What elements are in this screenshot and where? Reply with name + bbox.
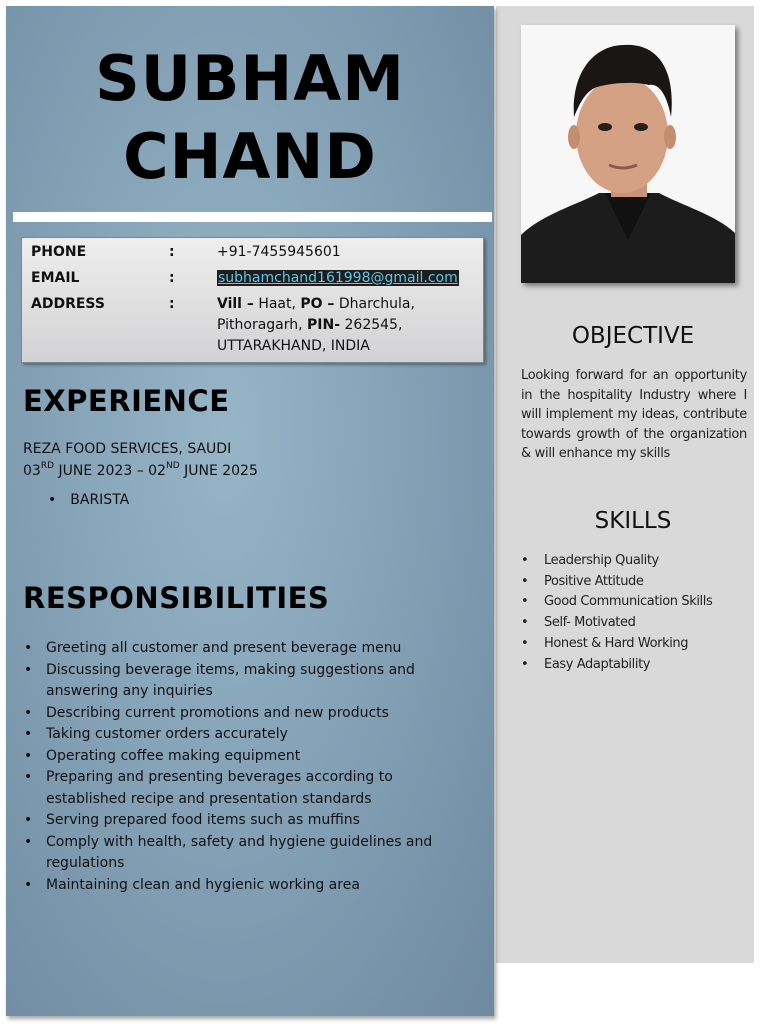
- responsibility-item: [22, 832, 472, 875]
- responsibility-text: Comply with health, safety and hygiene guidelines and: [46, 833, 433, 850]
- skill-text: Leadership Quality: [544, 553, 659, 568]
- address-line-2: [217, 317, 402, 333]
- responsibility-text: Describing current promotions and new products: [46, 704, 389, 721]
- responsibility-item: [22, 746, 472, 768]
- skills-list: [521, 551, 712, 675]
- bullet-icon: •: [24, 833, 33, 850]
- end-suffix: ND: [165, 461, 180, 471]
- responsibility-text: answering any inquiries: [46, 683, 213, 699]
- district-value: Pithoragarh,: [217, 317, 303, 333]
- responsibility-text: regulations: [46, 855, 125, 871]
- objective-heading: OBJECTIVE: [571, 323, 695, 349]
- end-rest: JUNE 2025: [184, 463, 258, 479]
- bullet-icon: •: [24, 769, 33, 785]
- person-photo-icon: [521, 25, 735, 283]
- experience-company: REZA FOOD SERVICES, SAUDI: [23, 441, 232, 457]
- experience-role: [48, 492, 129, 508]
- bullet-icon: •: [24, 640, 33, 656]
- po-label: PO –: [300, 296, 335, 312]
- skill-item: [521, 592, 712, 613]
- email-link[interactable]: subhamchand161998@gmail.com: [218, 270, 458, 286]
- bullet-icon: •: [521, 553, 529, 568]
- phone-colon: :: [169, 244, 175, 260]
- address-label: ADDRESS: [31, 296, 105, 312]
- responsibility-item: [22, 724, 472, 746]
- skill-item: [521, 655, 712, 676]
- bullet-icon: •: [521, 594, 529, 610]
- phone-value: +91-7455945601: [217, 244, 341, 260]
- responsibility-item: [22, 638, 472, 660]
- bullet-icon: •: [24, 812, 33, 828]
- responsibility-item: [22, 810, 472, 832]
- responsibility-text: Greeting all customer and present beverage menu: [46, 640, 402, 656]
- start-rest: JUNE 2023 – 02: [58, 463, 166, 479]
- start-suffix: RD: [40, 461, 55, 471]
- bullet-icon: •: [521, 573, 529, 589]
- responsibility-item: [22, 875, 472, 897]
- skill-text: Honest & Hard Working: [544, 635, 689, 651]
- skill-text: Good Communication Skills: [544, 594, 713, 610]
- bullet-icon: •: [24, 876, 33, 893]
- responsibility-text: Serving prepared food items such as muffins: [46, 812, 360, 828]
- responsibilities-heading: RESPONSIBILITIES: [23, 581, 330, 615]
- responsibility-item: [22, 660, 472, 703]
- bullet-icon: •: [24, 661, 33, 678]
- skill-item: [521, 634, 712, 655]
- responsibilities-list: [22, 638, 472, 896]
- experience-dates: [23, 463, 258, 479]
- bullet-icon: •: [521, 615, 529, 631]
- skill-item: [521, 572, 712, 593]
- email-colon: :: [169, 270, 175, 286]
- left-panel: [6, 6, 494, 1016]
- email-label: EMAIL: [31, 270, 80, 286]
- responsibility-text: established recipe and presentation standards: [46, 790, 372, 807]
- po-value: Dharchula,: [338, 296, 415, 312]
- address-line-1: [217, 296, 415, 312]
- skill-item: [521, 551, 712, 572]
- last-name: CHAND: [123, 120, 377, 193]
- first-name: SUBHAM: [95, 42, 405, 115]
- responsibility-item: [22, 767, 472, 810]
- pin-value: 262545,: [344, 317, 403, 333]
- phone-label: PHONE: [31, 244, 87, 260]
- role-label: BARISTA: [70, 492, 130, 508]
- pin-label: PIN-: [307, 317, 341, 333]
- bullet-icon: •: [48, 492, 57, 508]
- bullet-icon: •: [24, 747, 33, 764]
- name-divider: [13, 212, 492, 222]
- responsibility-text: Operating coffee making equipment: [46, 747, 301, 764]
- bullet-icon: •: [521, 656, 529, 672]
- skill-text: Positive Attitude: [544, 573, 644, 589]
- skill-text: Self- Motivated: [544, 615, 636, 631]
- vill-label: Vill –: [217, 296, 254, 312]
- experience-heading: EXPERIENCE: [23, 384, 230, 418]
- responsibility-text: Preparing and presenting beverages according to: [46, 769, 393, 785]
- skill-text: Easy Adaptability: [544, 656, 651, 672]
- responsibility-item: [22, 703, 472, 725]
- bullet-icon: •: [521, 635, 529, 651]
- bullet-icon: •: [24, 704, 33, 721]
- vill-value: Haat,: [258, 296, 296, 312]
- start-day: 03: [23, 463, 41, 479]
- responsibility-text: Discussing beverage items, making suggestions and: [46, 661, 415, 678]
- address-line-3: UTTARAKHAND, INDIA: [217, 338, 370, 354]
- skills-heading: SKILLS: [594, 508, 672, 534]
- contact-box: [21, 237, 484, 363]
- objective-text: Looking forward for an opportunity in the hospitality Industry where I will implement my ideas, contribute towards growth of the organization & will enhance my skills: [521, 368, 747, 462]
- responsibility-text: Maintaining clean and hygienic working area: [46, 876, 360, 893]
- profile-photo: [521, 25, 735, 283]
- bullet-icon: •: [24, 726, 33, 742]
- skill-item: [521, 613, 712, 634]
- responsibility-text: Taking customer orders accurately: [46, 726, 288, 742]
- address-colon: :: [169, 296, 175, 312]
